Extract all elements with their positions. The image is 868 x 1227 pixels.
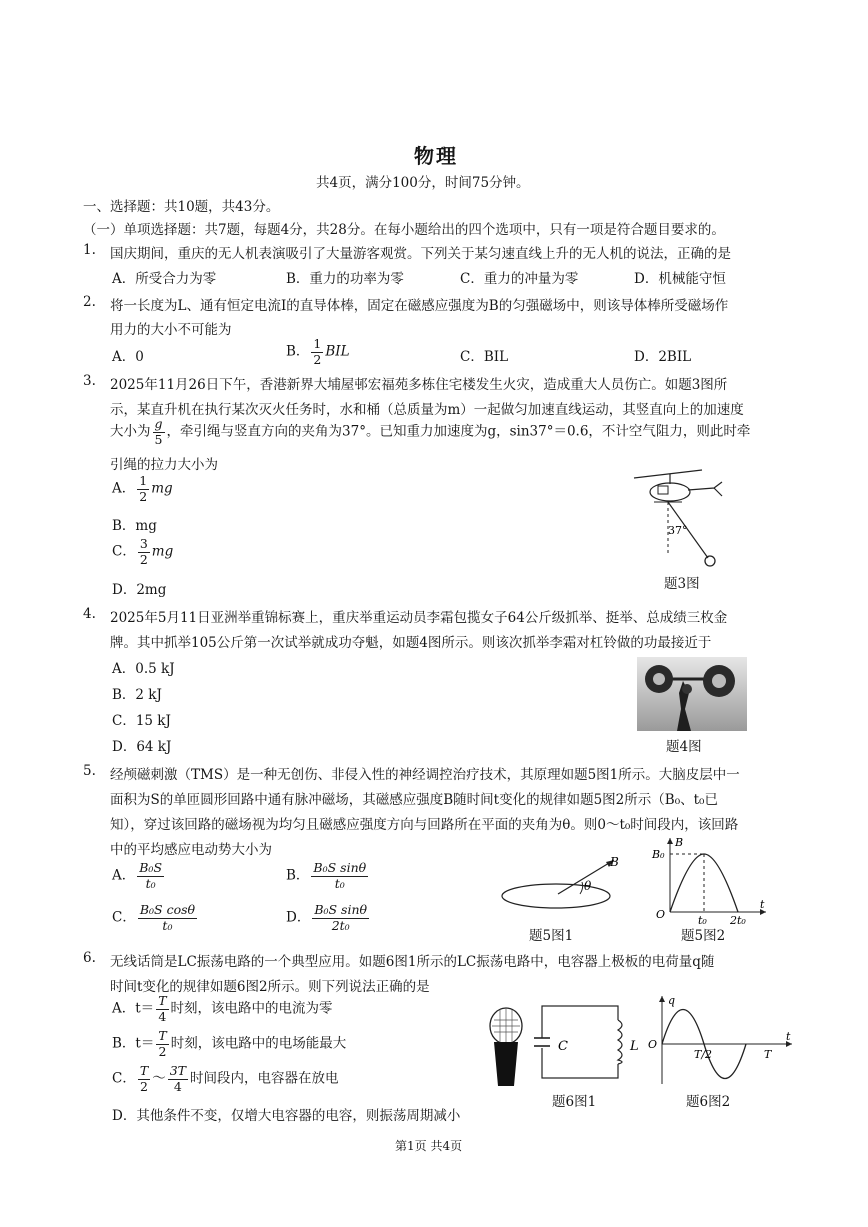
page-footer: 第1页 共4页 — [395, 1139, 463, 1153]
option-text: 时刻，该电路中的电场能最大 — [170, 1035, 347, 1052]
b-axis-label: B — [675, 836, 684, 849]
denominator: 2 — [313, 351, 322, 367]
question-stem-cont: 中的平均感应电动势大小为 — [110, 842, 272, 858]
option-a: A．0.5 kJ — [112, 661, 175, 677]
question-number: 2. — [83, 294, 96, 310]
option-b: B．mg — [112, 518, 157, 534]
question-stem: 将一长度为L、通有恒定电流I的直导体棒，固定在磁感应强度为B的匀强磁场中，则该导体棒所受磁场作 — [110, 298, 729, 314]
figure-caption: 题5图1 — [529, 928, 574, 944]
option-b: B．重力的功率为零 — [286, 271, 404, 287]
fraction — [138, 1065, 150, 1093]
option-d: D．其他条件不变，仅增大电容器的电容，则振荡周期减小 — [112, 1108, 461, 1124]
denominator: t₀ — [334, 875, 345, 891]
option-b — [286, 338, 350, 366]
option-a — [112, 862, 166, 890]
denominator: 2 — [139, 488, 148, 504]
fraction — [156, 1030, 168, 1058]
question-stem-cont: 面积为S的单匝圆形回路中通有脉冲磁场，其磁感应强度B随时间t变化的规律如题5图2所示（B₀、t₀已 — [110, 792, 718, 808]
fraction — [312, 904, 369, 932]
option-a — [112, 995, 333, 1023]
option-d: D．64 kJ — [112, 739, 172, 755]
option-d: D．2BIL — [634, 349, 692, 365]
option-label: A． — [112, 480, 136, 497]
question-stem-cont: 引绳的拉力大小为 — [110, 457, 218, 473]
option-label: B． — [286, 343, 310, 360]
denominator: t₀ — [145, 875, 156, 891]
question-number: 6. — [83, 950, 96, 966]
option-c: C．15 kJ — [112, 713, 171, 729]
b-label: B — [610, 855, 619, 869]
page-title: 物理 — [414, 144, 458, 168]
option-c — [112, 1065, 338, 1093]
loop-field-figure — [496, 852, 626, 924]
option-text: BIL — [325, 343, 350, 360]
figure-caption: 题6图2 — [686, 1094, 731, 1110]
numerator: g — [154, 416, 163, 431]
numerator: B₀S — [139, 860, 163, 875]
weightlifter-photo — [637, 657, 747, 731]
numerator: 1 — [139, 473, 148, 488]
numerator: T — [158, 1028, 167, 1043]
denominator: 5 — [154, 431, 163, 447]
text: 大小为 — [110, 423, 151, 440]
fraction — [138, 538, 150, 566]
fraction — [168, 1065, 188, 1093]
numerator: 3T — [169, 1063, 186, 1078]
theta-label: θ — [584, 879, 592, 893]
denominator: 2 — [158, 1043, 167, 1059]
question-stem-cont: 知），穿过该回路的磁场视为均匀且磁感应强度方向与回路所在平面的夹角为θ。则0～t₀时间段内，该回路 — [110, 817, 739, 833]
question-stem: 2025年5月11日亚洲举重锦标赛上，重庆举重运动员李霜包揽女子64公斤级抓举、挺举、总成绩三枚金 — [110, 610, 728, 626]
option-a: A．0 — [112, 349, 144, 365]
question-number: 5. — [83, 763, 96, 779]
option-b — [286, 862, 370, 890]
text: ，牵引绳与竖直方向的夹角为37°。已知重力加速度为g，sin37°＝0.6，不计空气阻力，则此时牵 — [166, 423, 751, 440]
option-c — [112, 904, 199, 932]
numerator: B₀S sinθ — [314, 902, 368, 917]
inductor-label: L — [630, 1039, 639, 1054]
question-stem-cont — [110, 418, 750, 446]
denominator: t₀ — [162, 917, 173, 933]
numerator: 3 — [139, 536, 148, 551]
fraction — [153, 418, 165, 446]
question-stem-cont: 时间t变化的规律如题6图2所示。则下列说法正确的是 — [110, 979, 430, 995]
option-b — [112, 1030, 346, 1058]
q-axis-label: q — [668, 994, 676, 1007]
question-stem-cont: 示，某直升机在执行某次灭火任务时，水和桶（总质量为m）一起做匀加速直线运动，其竖直向上的加速度 — [110, 402, 744, 418]
section-subheading: （一）单项选择题：共7题，每题4分，共28分。在每小题给出的四个选项中，只有一项是符合题目要求的。 — [83, 222, 725, 238]
option-label: C． — [112, 543, 136, 560]
option-a: A．所受合力为零 — [112, 271, 217, 287]
option-label: B．t＝ — [112, 1035, 155, 1052]
option-d: D．机械能守恒 — [634, 271, 726, 287]
period-label: T — [764, 1048, 772, 1061]
option-text: mg — [151, 480, 173, 497]
option-label: D． — [286, 909, 311, 926]
fraction — [137, 862, 164, 890]
section-heading: 一、选择题：共10题，共43分。 — [83, 199, 280, 215]
origin-label: O — [648, 1038, 658, 1051]
b-t-graph — [650, 834, 770, 926]
fraction — [311, 338, 323, 366]
angle-label: 37° — [668, 524, 688, 537]
option-a — [112, 475, 173, 503]
question-stem: 国庆期间，重庆的无人机表演吸引了大量游客观赏。下列关于某匀速直线上升的无人机的说法，正确的是 — [110, 246, 731, 262]
question-stem: 无线话筒是LC振荡电路的一个典型应用。如题6图1所示的LC振荡电路中，电容器上极板的电荷量q随 — [110, 954, 715, 970]
fraction — [138, 904, 197, 932]
numerator: 1 — [313, 336, 322, 351]
figure-caption: 题4图 — [666, 739, 702, 755]
question-stem-cont: 牌。其中抓举105公斤第一次试举就成功夺魁，如题4图所示。则该次抓举李霜对杠铃做的功最接近于 — [110, 635, 712, 651]
t-axis-label: t — [760, 898, 765, 911]
figure-caption: 题3图 — [664, 576, 700, 592]
question-number: 1. — [83, 242, 96, 258]
denominator: 2t₀ — [331, 917, 350, 933]
question-number: 3. — [83, 373, 96, 389]
option-label: C． — [112, 1070, 136, 1087]
numerator: T — [158, 993, 167, 1008]
fraction — [137, 475, 149, 503]
question-number: 4. — [83, 606, 96, 622]
helicopter-figure — [630, 468, 730, 578]
numerator: T — [139, 1063, 149, 1078]
half-period-label: T/2 — [694, 1048, 713, 1061]
origin-label: O — [656, 908, 666, 921]
option-b: B．2 kJ — [112, 687, 162, 703]
option-label: C． — [112, 909, 136, 926]
option-d — [286, 904, 371, 932]
question-stem: 2025年11月26日下午，香港新界大埔屋邨宏福苑多栋住宅楼发生火灾，造成重大人员伤亡。如题3图所 — [110, 377, 728, 393]
option-label: A． — [112, 867, 136, 884]
fraction — [311, 862, 368, 890]
t-axis-label: t — [786, 1030, 791, 1043]
option-text: 时间段内，电容器在放电 — [189, 1070, 339, 1087]
option-label: A．t＝ — [112, 1000, 155, 1017]
option-c — [112, 538, 173, 566]
option-c: C．BIL — [460, 349, 509, 365]
option-c: C．重力的冲量为零 — [460, 271, 579, 287]
question-stem-cont: 用力的大小不可能为 — [110, 322, 232, 338]
denominator: 2 — [140, 1078, 148, 1094]
denominator: 2 — [139, 551, 148, 567]
numerator: B₀S cosθ — [139, 902, 196, 917]
t0-label: t₀ — [698, 914, 707, 926]
question-stem: 经颅磁刺激（TMS）是一种无创伤、非侵入性的神经调控治疗技术，其原理如题5图1所示。大脑皮层中一 — [110, 767, 740, 783]
denominator: 4 — [158, 1008, 167, 1024]
q-t-graph — [648, 992, 796, 1088]
option-text: 时刻，该电路中的电流为零 — [170, 1000, 333, 1017]
figure-caption: 题5图2 — [681, 928, 726, 944]
b0-label: B₀ — [652, 848, 665, 861]
lc-circuit-figure — [488, 1000, 648, 1088]
denominator: 4 — [173, 1078, 182, 1094]
option-text: mg — [151, 543, 174, 560]
2t0-label: 2t₀ — [730, 914, 746, 926]
figure-caption: 题6图1 — [552, 1094, 597, 1110]
numerator: B₀S sinθ — [313, 860, 367, 875]
fraction — [156, 995, 168, 1023]
option-d: D．2mg — [112, 582, 167, 598]
page-subtitle: 共4页，满分100分，时间75分钟。 — [316, 175, 530, 191]
option-label: B． — [286, 867, 310, 884]
capacitor-label: C — [558, 1039, 568, 1054]
range-sep: ～ — [152, 1070, 166, 1087]
